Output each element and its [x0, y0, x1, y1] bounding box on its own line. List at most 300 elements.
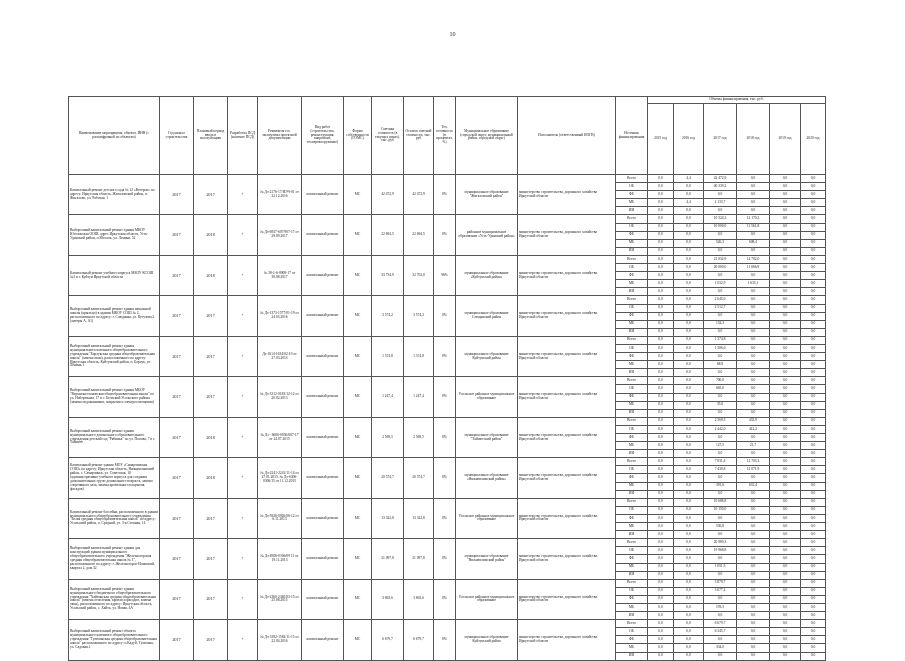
amount-cell: 0,0 — [704, 474, 737, 482]
source-label: ФБ — [616, 231, 648, 239]
amount-cell: 0,0 — [648, 417, 674, 425]
amount-cell: 0,0 — [770, 587, 801, 595]
source-label: МБ — [616, 320, 648, 328]
amount-cell: 0,0 — [704, 450, 737, 458]
municipality: муниципальное образование Куйтунский район — [456, 620, 518, 660]
estimated-cost: 3 863,6 — [372, 579, 404, 619]
amount-cell: 0,0 — [770, 442, 801, 450]
source-label: ОБ — [616, 506, 648, 514]
amount-cell: 11 561,8 — [737, 223, 770, 231]
executor: министерство строительства, дорожного хозяйства Иркутской области — [518, 175, 616, 215]
source-label: ФБ — [616, 272, 648, 280]
psd-mark: + — [228, 336, 258, 376]
amount-cell: 0,0 — [737, 393, 770, 401]
amount-cell: 0,0 — [801, 369, 826, 377]
amount-cell: 0,0 — [770, 458, 801, 466]
amount-cell: 0,0 — [648, 247, 674, 255]
amount-cell: 0,0 — [801, 612, 826, 620]
amount-cell: 0,0 — [770, 223, 801, 231]
source-label: ОБ — [616, 466, 648, 474]
amount-cell: 0,0 — [648, 296, 674, 304]
amount-cell: 2 442,0 — [704, 425, 737, 433]
amount-cell: 0,0 — [737, 369, 770, 377]
amount-cell: 0,0 — [770, 401, 801, 409]
amount-cell: 7 831,4 — [704, 458, 737, 466]
header-remaining: Остаток сметной стоимости, тыс. руб — [404, 97, 434, 175]
amount-cell: 0,0 — [704, 514, 737, 522]
amount-cell: 2 569,5 — [704, 417, 737, 425]
source-label: МБ — [616, 199, 648, 207]
source-label: Всего — [616, 458, 648, 466]
amount-cell: 0,0 — [648, 498, 674, 506]
project-name: Капитальный ремонт детского сада № 12 «Ветерок» по адресу: Иркутская область, Жигаловский район, п. Жигалово, ул. Рабочая, 1 — [69, 175, 160, 215]
amount-cell: 0,0 — [704, 490, 737, 498]
table-row — [69, 458, 826, 466]
estimated-cost: 2 569,5 — [372, 417, 404, 457]
amount-cell: 0,0 — [737, 490, 770, 498]
amount-cell: 0,0 — [770, 272, 801, 280]
amount-cell: 0,0 — [770, 490, 801, 498]
source-label: МБ — [616, 401, 648, 409]
project-name: Выборочный капитальный ремонт здания МБОУ "Верхнежелтоновская общеобразовательная школа" по ул. Набережная, 17 в с. Бельский Усольского района (замена подоконников, покрытия и электроосвещения) — [69, 377, 160, 417]
amount-cell: 0,0 — [674, 239, 704, 247]
amount-cell: 0,0 — [674, 450, 704, 458]
amount-cell: 0,0 — [704, 555, 737, 563]
amount-cell: 7 439,8 — [704, 466, 737, 474]
amount-cell: 0,0 — [770, 361, 801, 369]
amount-cell: 0,0 — [737, 401, 770, 409]
remaining-cost: 32 702,0 — [404, 255, 434, 295]
end-year: 2017 — [194, 579, 228, 619]
project-name: Выборочный капитальный ремонт здания для конструкций здания муниципального общеобразовательного учреждения "Железногорская средняя общеобразовательная школа № 1", расположенного по адресу: г. Железногорск-Илимский, квартал 2, дом 32 — [69, 539, 160, 579]
table-row — [69, 296, 826, 304]
amount-cell: 0,0 — [674, 401, 704, 409]
amount-cell: 0,0 — [801, 547, 826, 555]
amount-cell: 0,0 — [674, 336, 704, 344]
amount-cell: 0,0 — [737, 328, 770, 336]
amount-cell: 10 000,0 — [704, 223, 737, 231]
amount-cell: 0,0 — [801, 344, 826, 352]
amount-cell: 0,0 — [648, 312, 674, 320]
amount-cell: 0,0 — [648, 304, 674, 312]
expertise-ref: № Дз - 6606-0030/607-17 от 24.07.2015 — [258, 417, 302, 457]
amount-cell: 0,0 — [801, 385, 826, 393]
amount-cell: 0,0 — [648, 288, 674, 296]
amount-cell: 0,0 — [704, 652, 737, 660]
amount-cell: 0,0 — [674, 612, 704, 620]
amount-cell: 0,0 — [674, 247, 704, 255]
amount-cell: 0,0 — [674, 231, 704, 239]
page-number: 10 — [449, 32, 456, 38]
amount-cell: 0,0 — [674, 223, 704, 231]
amount-cell: 0,0 — [648, 434, 674, 442]
amount-cell: 0,0 — [770, 425, 801, 433]
ownership: МС — [344, 579, 372, 619]
work-type: капитальный ремонт — [302, 579, 344, 619]
ownership: МС — [344, 215, 372, 255]
amount-cell: 1 635,1 — [737, 280, 770, 288]
amount-cell: 0,0 — [770, 628, 801, 636]
source-label: Всего — [616, 215, 648, 223]
amount-cell: 0,0 — [674, 296, 704, 304]
amount-cell: 0,0 — [674, 555, 704, 563]
source-label: Всего — [616, 336, 648, 344]
remaining-cost: 42 472,9 — [404, 175, 434, 215]
table-row — [69, 579, 826, 587]
source-label: ФБ — [616, 393, 648, 401]
amount-cell: 0,0 — [648, 344, 674, 352]
amount-cell: 0,0 — [648, 191, 674, 199]
amount-cell: 0,0 — [770, 603, 801, 611]
source-label: МБ — [616, 603, 648, 611]
expertise-ref: № Дз-2360-2340/03-15 от 25.08.2015 — [258, 579, 302, 619]
amount-cell: 19 968,8 — [704, 547, 737, 555]
amount-cell: 0,0 — [674, 579, 704, 587]
header-ownership: Форма собственности (ГОМС) — [344, 97, 372, 175]
amount-cell: 0,0 — [648, 215, 674, 223]
amount-cell: 0,0 — [801, 620, 826, 628]
amount-cell: 665,0 — [704, 385, 737, 393]
source-label: ИИ — [616, 207, 648, 215]
amount-cell: 0,0 — [648, 644, 674, 652]
amount-cell: 0,0 — [737, 344, 770, 352]
amount-cell: 35,0 — [704, 401, 737, 409]
source-label: ИИ — [616, 288, 648, 296]
amount-cell: 0,0 — [801, 490, 826, 498]
header-end-year: Плановый период ввода в эксплуатацию — [194, 97, 228, 175]
expertise-ref: № Дз-6937-607/907-17 от 29.09.2017 — [258, 215, 302, 255]
amount-cell: 0,0 — [648, 336, 674, 344]
amount-cell: 0,0 — [801, 288, 826, 296]
amount-cell: 0,0 — [648, 555, 674, 563]
estimated-cost: 21 097,8 — [372, 539, 404, 579]
remaining-cost: 20 574,7 — [404, 458, 434, 498]
amount-cell: 0,0 — [704, 312, 737, 320]
start-year: 2017 — [160, 175, 194, 215]
amount-cell: 0,0 — [770, 417, 801, 425]
amount-cell: 0,0 — [801, 434, 826, 442]
amount-cell: 0,0 — [674, 264, 704, 272]
amount-cell: 0,0 — [801, 417, 826, 425]
amount-cell: 0,0 — [770, 612, 801, 620]
amount-cell: 0,0 — [770, 506, 801, 514]
amount-cell: 0,0 — [648, 579, 674, 587]
amount-cell: 0,0 — [801, 482, 826, 490]
source-label: ОБ — [616, 344, 648, 352]
amount-cell: 0,0 — [648, 474, 674, 482]
amount-cell: 0,0 — [801, 595, 826, 603]
amount-cell: 0,0 — [648, 547, 674, 555]
header-2019: 2019 год — [770, 104, 801, 175]
amount-cell: 0,0 — [704, 571, 737, 579]
amount-cell: 0,0 — [648, 231, 674, 239]
amount-cell: 0,0 — [737, 207, 770, 215]
psd-mark: + — [228, 417, 258, 457]
amount-cell: 0,0 — [801, 239, 826, 247]
amount-cell: 0,0 — [648, 442, 674, 450]
ownership: МС — [344, 296, 372, 336]
project-name: Выборочный капитальный ремонт объекта муниципального казенного общеобразовательного учреждения "Тулюшкская средняя общеобразовательная школа" расположенного по адресу: п.Кадуй, Тулюшка, ул. Садовая,1 — [69, 620, 160, 660]
amount-cell: 0,0 — [648, 183, 674, 191]
executor: министерство строительства, дорожного хозяйства Иркутской области — [518, 215, 616, 255]
estimated-cost: 6 679,7 — [372, 620, 404, 660]
amount-cell: 4,4 — [674, 199, 704, 207]
header-executor: Исполнитель (ответственный ИОГВ) — [518, 97, 616, 175]
amount-cell: 0,0 — [674, 409, 704, 417]
amount-cell: 0,0 — [737, 547, 770, 555]
end-year: 2017 — [194, 336, 228, 376]
source-label: МБ — [616, 644, 648, 652]
amount-cell: 0,0 — [648, 603, 674, 611]
work-type: капитальный ремонт — [302, 458, 344, 498]
executor: министерство строительства, дорожного хозяйства Иркутской области — [518, 377, 616, 417]
amount-cell: 0,0 — [801, 280, 826, 288]
project-name: Выборочный капитальный ремонт здания начальной школы (крыльцо) в здании МКОУ СОШ № 2, расположенного по адресу: г. Слюдянка, ул. Кутузова,2 (литеры А, А1) — [69, 296, 160, 336]
header-psd: Разработка ПСД (наличие ПСД) — [228, 97, 258, 175]
psd-mark: + — [228, 296, 258, 336]
source-label: ФБ — [616, 353, 648, 361]
expertise-ref: № Дз-3182-1582/11-15 от 22.04.2016 — [258, 620, 302, 660]
amount-cell: 0,0 — [674, 312, 704, 320]
source-label: ИИ — [616, 612, 648, 620]
amount-cell: 0,0 — [770, 514, 801, 522]
readiness: 0% — [434, 336, 456, 376]
amount-cell: 0,0 — [770, 239, 801, 247]
amount-cell: 0,0 — [770, 215, 801, 223]
amount-cell: 0,0 — [648, 328, 674, 336]
amount-cell: 0,0 — [648, 207, 674, 215]
amount-cell: 0,0 — [737, 579, 770, 587]
amount-cell: 1 051,5 — [704, 563, 737, 571]
ownership: МС — [344, 417, 372, 457]
psd-mark: + — [228, 539, 258, 579]
amount-cell: 0,0 — [648, 409, 674, 417]
executor: министерство строительства, дорожного хозяйства Иркутской области — [518, 579, 616, 619]
amount-cell: 0,0 — [770, 336, 801, 344]
start-year: 2017 — [160, 417, 194, 457]
amount-cell: 0,0 — [770, 255, 801, 263]
amount-cell: 0,0 — [737, 539, 770, 547]
end-year: 2017 — [194, 296, 228, 336]
amount-cell: 0,0 — [737, 191, 770, 199]
amount-cell: 0,0 — [737, 563, 770, 571]
estimated-cost: 3 574,2 — [372, 296, 404, 336]
amount-cell: 0,0 — [648, 175, 674, 183]
header-2015: 2015 год — [648, 104, 674, 175]
source-label: ОБ — [616, 587, 648, 595]
amount-cell: 0,0 — [737, 320, 770, 328]
amount-cell: 0,0 — [674, 603, 704, 611]
source-label: МБ — [616, 563, 648, 571]
work-type: капитальный ремонт — [302, 377, 344, 417]
amount-cell: 0,0 — [737, 603, 770, 611]
amount-cell: 0,0 — [737, 336, 770, 344]
amount-cell: 0,0 — [770, 636, 801, 644]
amount-cell: 0,0 — [704, 353, 737, 361]
amount-cell: 0,0 — [674, 506, 704, 514]
amount-cell: 0,0 — [770, 328, 801, 336]
start-year: 2017 — [160, 336, 194, 376]
municipality: муниципальное образование Куйтунский район — [456, 336, 518, 376]
amount-cell: 0,0 — [648, 506, 674, 514]
amount-cell: 4,4 — [674, 175, 704, 183]
amount-cell: 0,0 — [801, 247, 826, 255]
amount-cell: 0,0 — [674, 304, 704, 312]
amount-cell: 0,0 — [801, 175, 826, 183]
amount-cell: 0,0 — [704, 369, 737, 377]
amount-cell: 0,0 — [737, 385, 770, 393]
amount-cell: 0,0 — [737, 595, 770, 603]
expertise-ref: № Дз-2241-2241/11-14 от 27.01.2015, № Дз-6306-0306/15 от 11.12.2015 — [258, 458, 302, 498]
start-year: 2017 — [160, 498, 194, 538]
amount-cell: 0,0 — [674, 490, 704, 498]
end-year: 2017 — [194, 620, 228, 660]
amount-cell: 0,0 — [674, 191, 704, 199]
amount-cell: 608,4 — [737, 239, 770, 247]
amount-cell: 0,0 — [674, 563, 704, 571]
amount-cell: 0,0 — [648, 255, 674, 263]
source-label: ФБ — [616, 636, 648, 644]
amount-cell: 3 677,2 — [704, 587, 737, 595]
amount-cell: 0,0 — [737, 450, 770, 458]
amount-cell: 0,0 — [674, 523, 704, 531]
amount-cell: 0,0 — [801, 353, 826, 361]
amount-cell: 0,0 — [737, 612, 770, 620]
header-2020: 2020 год — [801, 104, 826, 175]
source-label: ИИ — [616, 531, 648, 539]
remaining-cost: 3 863,6 — [404, 579, 434, 619]
amount-cell: 0,0 — [674, 547, 704, 555]
amount-cell: 12 703,3 — [737, 458, 770, 466]
psd-mark: + — [228, 215, 258, 255]
source-label: ИИ — [616, 450, 648, 458]
source-label: ИИ — [616, 571, 648, 579]
amount-cell: 0,0 — [801, 458, 826, 466]
amount-cell: 0,0 — [648, 531, 674, 539]
amount-cell: 0,0 — [801, 320, 826, 328]
amount-cell: 0,0 — [674, 434, 704, 442]
source-label: ОБ — [616, 385, 648, 393]
amount-cell: 0,0 — [648, 361, 674, 369]
source-label: ОБ — [616, 264, 648, 272]
amount-cell: 0,0 — [770, 620, 801, 628]
end-year: 2018 — [194, 417, 228, 457]
amount-cell: 0,0 — [648, 612, 674, 620]
amount-cell: 0,0 — [801, 361, 826, 369]
amount-cell: 0,0 — [801, 644, 826, 652]
amount-cell: 0,0 — [801, 207, 826, 215]
amount-cell: 0,0 — [801, 336, 826, 344]
amount-cell: 0,0 — [674, 328, 704, 336]
amount-cell: 526,3 — [704, 239, 737, 247]
source-label: Всего — [616, 296, 648, 304]
amount-cell: 40 339,2 — [704, 183, 737, 191]
amount-cell: 0,0 — [648, 563, 674, 571]
table-row — [69, 417, 826, 425]
amount-cell: 0,0 — [674, 377, 704, 385]
amount-cell: 0,0 — [801, 183, 826, 191]
amount-cell: 0,0 — [737, 474, 770, 482]
psd-mark: + — [228, 377, 258, 417]
work-type: капитальный ремонт — [302, 336, 344, 376]
amount-cell: 0,0 — [648, 369, 674, 377]
amount-cell: 0,0 — [770, 369, 801, 377]
amount-cell: 0,0 — [674, 636, 704, 644]
amount-cell: 0,0 — [648, 199, 674, 207]
amount-cell: 0,0 — [737, 377, 770, 385]
readiness: 0% — [434, 579, 456, 619]
readiness: 0% — [434, 175, 456, 215]
amount-cell: 0,0 — [737, 199, 770, 207]
estimated-cost: 22 694,5 — [372, 215, 404, 255]
amount-cell: 12 702,0 — [737, 255, 770, 263]
amount-cell: 0,0 — [674, 498, 704, 506]
readiness: 0% — [434, 296, 456, 336]
amount-cell: 0,0 — [648, 539, 674, 547]
amount-cell: 0,0 — [648, 652, 674, 660]
remaining-cost: 13 322,8 — [404, 498, 434, 538]
header-2016: 2016 год — [674, 104, 704, 175]
amount-cell: 0,0 — [674, 620, 704, 628]
start-year: 2017 — [160, 255, 194, 295]
remaining-cost: 1 247,4 — [404, 377, 434, 417]
amount-cell: 0,0 — [801, 628, 826, 636]
source-label: ФБ — [616, 474, 648, 482]
end-year: 2017 — [194, 498, 228, 538]
amount-cell: 0,0 — [770, 466, 801, 474]
amount-cell: 0,0 — [801, 377, 826, 385]
estimated-cost: 13 322,8 — [372, 498, 404, 538]
amount-cell: 0,0 — [648, 223, 674, 231]
amount-cell: 0,0 — [737, 409, 770, 417]
amount-cell: 0,0 — [801, 652, 826, 660]
readiness: 0% — [434, 417, 456, 457]
amount-cell: 0,0 — [648, 401, 674, 409]
amount-cell: 11 066,9 — [737, 264, 770, 272]
amount-cell: 0,0 — [801, 523, 826, 531]
estimated-cost: 1 374,8 — [372, 336, 404, 376]
amount-cell: 0,0 — [770, 353, 801, 361]
amount-cell: 700,0 — [704, 377, 737, 385]
source-label: ОБ — [616, 304, 648, 312]
executor: министерство строительства, дорожного хозяйства Иркутской области — [518, 336, 616, 376]
table-row — [69, 255, 826, 263]
amount-cell: 631,4 — [737, 482, 770, 490]
header-cost: Сметная стоимость (в текущих ценах), тыс. руб — [372, 97, 404, 175]
source-label: Всего — [616, 498, 648, 506]
amount-cell: 0,0 — [801, 474, 826, 482]
amount-cell: 433,9 — [737, 417, 770, 425]
end-year: 2018 — [194, 255, 228, 295]
amount-cell: 0,0 — [704, 612, 737, 620]
source-label: МБ — [616, 442, 648, 450]
amount-cell: 0,0 — [704, 272, 737, 280]
end-year: 2017 — [194, 539, 228, 579]
amount-cell: 0,0 — [737, 506, 770, 514]
amount-cell: 0,0 — [801, 450, 826, 458]
remaining-cost: 22 694,5 — [404, 215, 434, 255]
amount-cell: 0,0 — [737, 628, 770, 636]
amount-cell: 0,0 — [770, 231, 801, 239]
amount-cell: 0,0 — [770, 555, 801, 563]
ownership: МС — [344, 539, 372, 579]
amount-cell: 0,0 — [770, 393, 801, 401]
table-row — [69, 498, 826, 506]
amount-cell: 0,0 — [737, 498, 770, 506]
amount-cell: 0,0 — [674, 539, 704, 547]
start-year: 2017 — [160, 539, 194, 579]
amount-cell: 0,0 — [770, 571, 801, 579]
